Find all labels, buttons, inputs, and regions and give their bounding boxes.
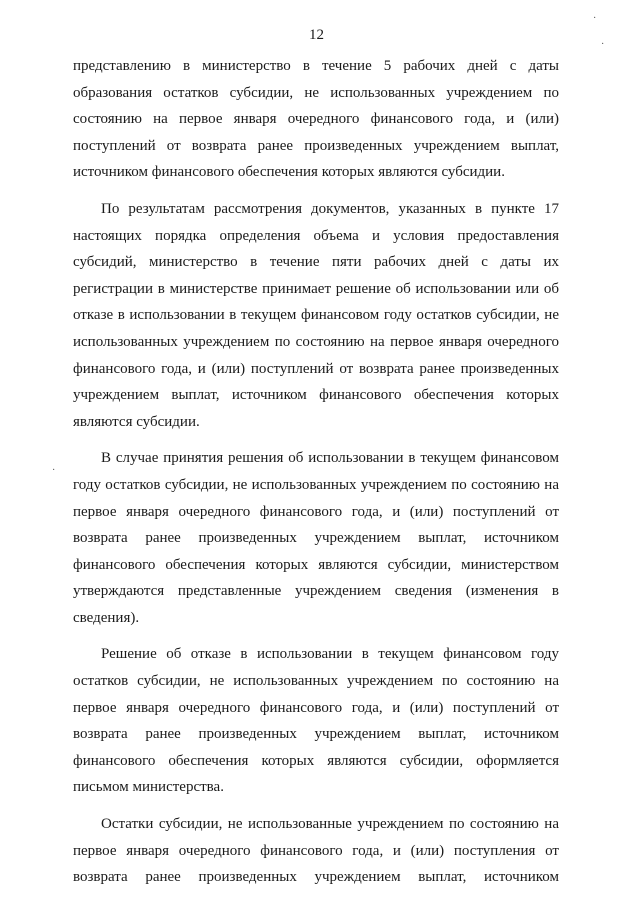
paragraph [73, 53, 559, 186]
paragraph [73, 445, 559, 631]
scan-speck: · [601, 39, 605, 50]
paragraph-gap [73, 186, 559, 196]
scan-speck: · [52, 465, 56, 476]
text-line: возврата ранее произведенных учреждением выплат, источником [73, 530, 559, 547]
text-line: представлению в министерство в течение 5 рабочих дней с даты [73, 58, 559, 74]
text-line: образования остатков субсидии, не использованных учреждением по [73, 84, 559, 101]
paragraph-gap [73, 801, 559, 811]
scan-speck: · [593, 13, 597, 24]
text-line: поступлений от возврата ранее произведенных учреждением выплат, [73, 137, 559, 154]
text-line: финансового обеспечения которых являются субсидии, министерством [73, 556, 559, 573]
paragraph [73, 641, 559, 801]
text-line: использованных учреждением по состоянию на первое января очередного [73, 333, 559, 350]
text-line: являются субсидии. [73, 413, 200, 430]
text-line: финансового обеспечения которых являются субсидии, оформляется [73, 752, 559, 769]
text-line: первое января очередного финансового года, и (или) поступлений от [73, 503, 559, 520]
document-body [73, 53, 559, 891]
text-line: субсидий, министерство в течение пяти рабочих дней с даты их [73, 254, 559, 271]
text-line: Остатки субсидии, не использованные учреждением по состоянию на [101, 816, 559, 833]
text-line: Решение об отказе в использовании в текущем финансовом году [101, 646, 559, 663]
text-line: финансового года, и (или) поступлений от возврата ранее произведенных [73, 360, 559, 377]
text-line: первое января очередного финансового года, и (или) поступлений от [73, 699, 559, 716]
text-line: остатков субсидии, не использованных учреждением по состоянию на [73, 673, 559, 690]
text-line: регистрации в министерстве принимает решение об использовании или об [73, 280, 559, 297]
text-line: возврата ранее произведенных учреждением выплат, источником [73, 726, 559, 743]
text-line: В случае принятия решения об использовании в текущем финансовом [101, 450, 559, 467]
paragraph-gap [73, 631, 559, 641]
text-line: первое января очередного финансового года, и (или) поступления от [73, 842, 559, 859]
paragraph-gap [73, 435, 559, 445]
text-line: письмом министерства. [73, 779, 224, 796]
page-number: 12 [309, 27, 324, 43]
paragraph [73, 811, 559, 891]
paragraph [73, 196, 559, 435]
text-line: отказе в использовании в текущем финансовом году остатков субсидии, не [73, 307, 559, 324]
text-line: настоящих порядка определения объема и условия предоставления [73, 227, 559, 244]
text-line: источником финансового обеспечения которых являются субсидии. [73, 164, 505, 181]
text-line: возврата ранее произведенных учреждением выплат, источником [73, 869, 559, 886]
text-line: году остатков субсидии, не использованных учреждением по состоянию на [73, 476, 559, 493]
text-line: состоянию на первое января очередного финансового года, и (или) [73, 111, 559, 128]
text-line: сведения). [73, 609, 140, 626]
text-line: утверждаются представленные учреждением сведения (изменения в [73, 583, 559, 600]
text-line: По результатам рассмотрения документов, указанных в пункте 17 [101, 200, 559, 217]
text-line: учреждением выплат, источником финансового обеспечения которых [73, 387, 559, 404]
